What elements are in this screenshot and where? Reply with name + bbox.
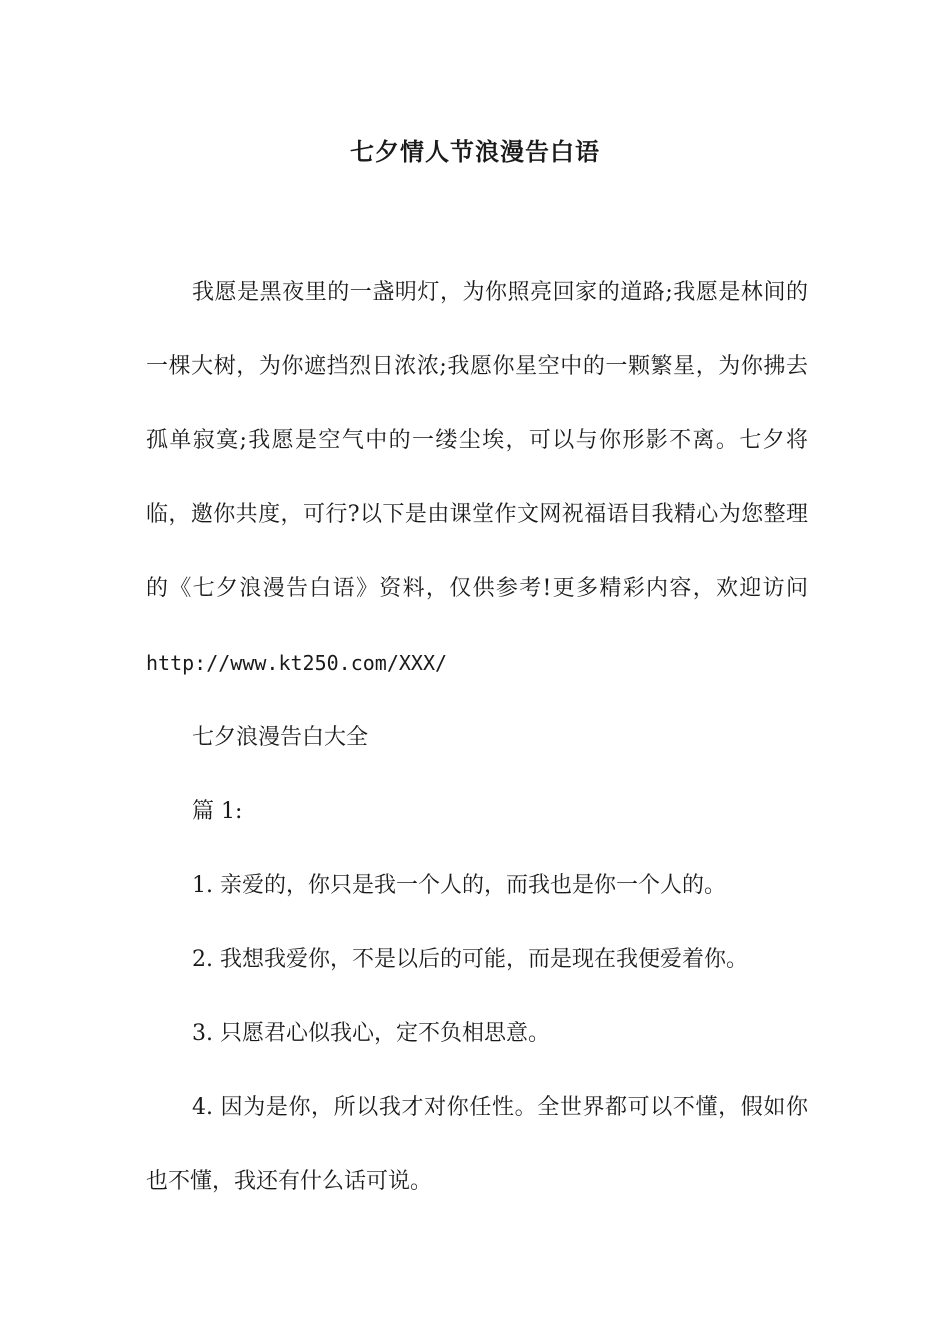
intro-paragraph (146, 256, 808, 701)
list-item-4: 4. 因为是你，所以我才对你任性。全世界都可以不懂，假如你也不懂，我还有什么话可说。 (146, 1095, 808, 1194)
intro-text: 我愿是黑夜里的一盏明灯，为你照亮回家的道路;我愿是林间的一棵大树，为你遮挡烈日浓浓;我愿你星空中的一颗繁星，为你拂去孤单寂寞;我愿是空气中的一缕尘埃，可以与你形影不离。七夕将临，邀你共度，可行?以下是由课堂作文网祝福语目我精心为您整理的《七夕浪漫告白语》资料，仅供参考!更多精彩内容，欢迎访问 (146, 280, 808, 601)
intro-url: http://www.kt250.com/XXX/ (146, 651, 448, 675)
document-title: 七夕情人节浪漫告白语 (350, 137, 600, 166)
list-item-2: 2. 我想我爱你，不是以后的可能，而是现在我便爱着你。 (192, 947, 748, 972)
section-title: 七夕浪漫告白大全 (192, 725, 369, 750)
part-label: 篇 1: (192, 799, 243, 824)
list-item-3: 3. 只愿君心似我心，定不负相思意。 (192, 1021, 550, 1046)
document-body (146, 256, 808, 1219)
list-item-1: 1. 亲爱的，你只是我一个人的，而我也是你一个人的。 (192, 873, 726, 898)
